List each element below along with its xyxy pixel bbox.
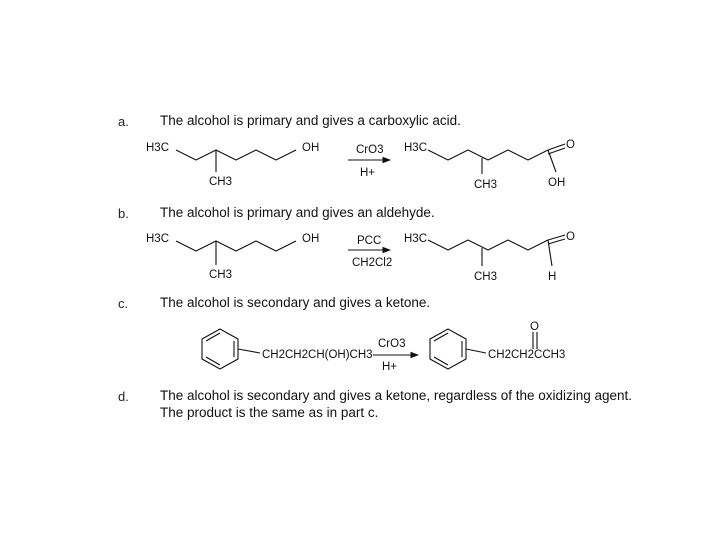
- reaction-c-product-carbonyl-o: O: [530, 321, 539, 333]
- item-a-letter: a.: [118, 114, 129, 129]
- item-a-statement: The alcohol is primary and gives a carboxylic acid.: [160, 113, 461, 128]
- item-b-letter: b.: [118, 206, 129, 221]
- reaction-c-product-substituent-bond: [466, 349, 486, 353]
- reaction-a-reactant-end-group: OH: [302, 142, 320, 154]
- reaction-c-reactant-ring-double-1: [206, 333, 220, 341]
- reaction-a-product-branch: CH3: [474, 179, 498, 191]
- reaction-b-product-left-group: H3C: [404, 233, 428, 245]
- item-c-statement: The alcohol is secondary and gives a ketone.: [160, 295, 431, 310]
- reaction-a-reagent-above: CrO3: [356, 144, 384, 156]
- reaction-a-product-carbonyl-o: O: [566, 139, 575, 151]
- reaction-c-reagent-above: CrO3: [378, 338, 406, 350]
- reaction-c-reactant-substituent: CH2CH2CH(OH)CH3: [262, 349, 373, 361]
- reaction-c-reactant-substituent-bond: [238, 349, 260, 353]
- reaction-c-reactant-benzene-ring: [202, 329, 238, 369]
- reaction-c-product-ring-double-1: [434, 333, 448, 341]
- reaction-b-product-end-group: H: [548, 271, 557, 283]
- reaction-b-reagent-above: PCC: [357, 235, 382, 247]
- reaction-c-reactant-ring-double-3: [206, 357, 220, 365]
- reaction-b-product-branch: CH3: [474, 271, 498, 283]
- reaction-b-reactant-end-group: OH: [302, 233, 320, 245]
- reaction-a-product-end-group: OH: [548, 177, 566, 189]
- reaction-c-product-benzene-ring: [430, 329, 466, 369]
- item-d-statement: The alcohol is secondary and gives a ketone, regardless of the oxidizing agent.: [160, 388, 633, 403]
- reaction-c-product-ring-double-3: [434, 357, 448, 365]
- item-c-letter: c.: [118, 296, 129, 311]
- reaction-a-product-oh-bond: [548, 150, 556, 172]
- reaction-a-reagent-below: H+: [360, 167, 376, 179]
- reaction-b-product-chain: [428, 240, 548, 250]
- reaction-a-reactant-chain: [176, 150, 296, 160]
- reaction-b-reactant-left-group: H3C: [146, 233, 170, 245]
- reaction-a-product-chain: [428, 150, 548, 160]
- reaction-a-reactant-branch: CH3: [209, 176, 233, 188]
- item-b-statement: The alcohol is primary and gives an aldehyde.: [160, 205, 435, 220]
- reaction-a-product-left-group: H3C: [404, 142, 428, 154]
- reaction-c-product-substituent: CH2CH2CCH3: [488, 349, 566, 361]
- item-d-letter: d.: [118, 389, 129, 404]
- reaction-b-product-carbonyl-o: O: [566, 231, 575, 243]
- reaction-a-reactant-left-group: H3C: [146, 142, 170, 154]
- reaction-c-reagent-below: H+: [382, 361, 398, 373]
- reaction-b-reagent-below: CH2Cl2: [352, 257, 393, 269]
- item-d-statement-line2: The product is the same as in part c.: [160, 405, 379, 420]
- reaction-b-reactant-branch: CH3: [209, 269, 233, 281]
- reaction-b-reactant-chain: [176, 241, 296, 251]
